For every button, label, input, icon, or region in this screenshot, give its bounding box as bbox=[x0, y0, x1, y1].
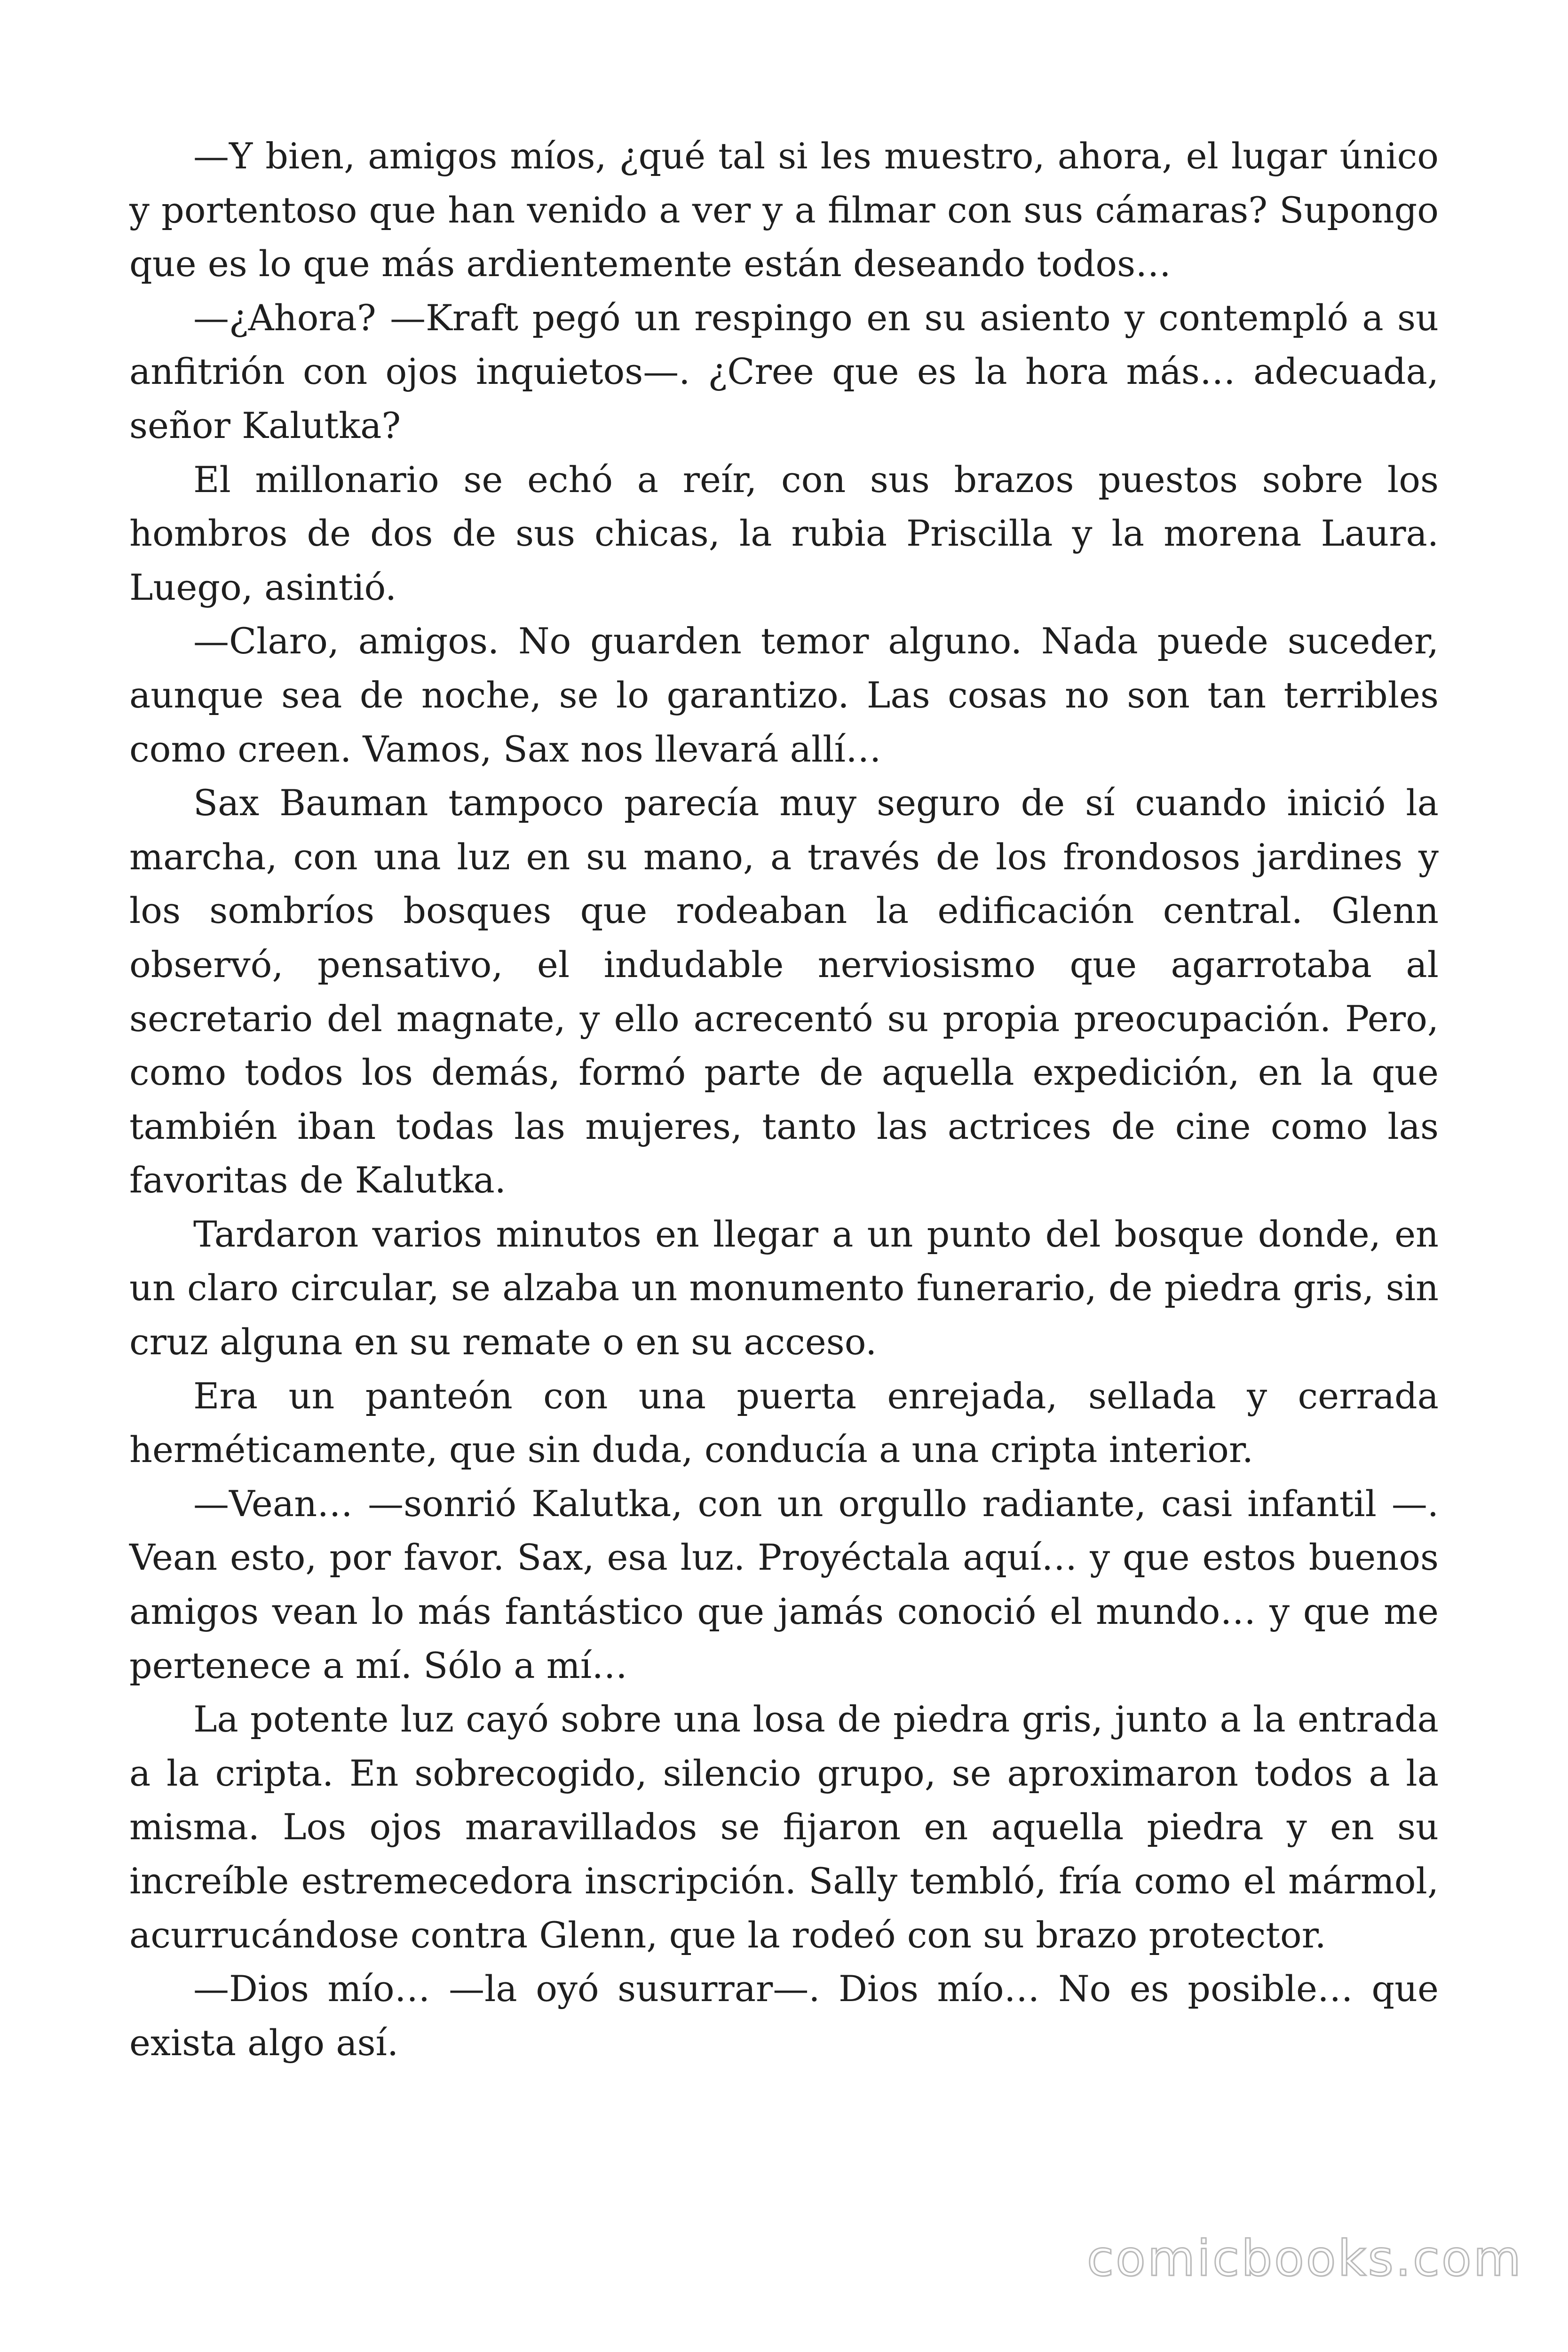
paragraph: Sax Bauman tampoco parecía muy seguro de sí cuando inició la marcha, con una luz en su mano, a través de los frondosos jardines y los sombríos bosques que rodeaban la edificación central. Glenn observó, pensativo, el indudable nerviosismo que agarrotaba al secretario del magnate, y ello acrecentó su propia preocupación. Pero, como todos los demás, formó parte de aquella expedición, en la que también iban todas las mujeres, tanto las actrices de cine como las favoritas de Kalutka. bbox=[129, 782, 1439, 1201]
paragraph: —Claro, amigos. No guarden temor alguno. Nada puede suceder, aunque sea de noche, se lo garantizo. Las cosas no son tan terribles como creen. Vamos, Sax nos llevará allí… bbox=[129, 620, 1439, 770]
paragraph: Tardaron varios minutos en llegar a un punto del bosque donde, en un claro circular, se alzaba un monumento funerario, de piedra gris, sin cruz alguna en su remate o en su acceso. bbox=[129, 1213, 1439, 1363]
paragraph: —¿Ahora? —Kraft pegó un respingo en su asiento y contempló a su anfitrión con ojos inquietos—. ¿Cree que es la hora más… adecuada, señor Kalutka? bbox=[129, 296, 1439, 446]
paragraph: La potente luz cayó sobre una losa de piedra gris, junto a la entrada a la cripta. En sobrecogido, silencio grupo, se aproximaron todos a la misma. Los ojos maravillados se fijaron en aquella piedra y en su increíble estremecedora inscripción. Sally tembló, fría como el mármol, acurrucándose contra Glenn, que la rodeó con su brazo protector. bbox=[129, 1698, 1439, 1956]
paragraph: El millonario se echó a reír, con sus brazos puestos sobre los hombros de dos de sus chicas, la rubia Priscilla y la morena Laura. Luego, asintió. bbox=[129, 458, 1439, 608]
watermark: comicbooks.com bbox=[1086, 2230, 1523, 2287]
paragraph: —Y bien, amigos míos, ¿qué tal si les muestro, ahora, el lugar único y portentoso que han venido a ver y a filmar con sus cámaras? Supongo que es lo que más ardientemente están deseando todos… bbox=[129, 135, 1439, 285]
paragraph: Era un panteón con una puerta enrejada, sellada y cerrada herméticamente, que sin duda, conducía a una cripta interior. bbox=[129, 1375, 1439, 1471]
paragraph: —Dios mío… —la oyó susurrar—. Dios mío… No es posible… que exista algo así. bbox=[129, 1968, 1439, 2064]
paragraph: —Vean… —sonrió Kalutka, con un orgullo radiante, casi infantil —. Vean esto, por favor. Sax, esa luz. Proyéctala aquí… y que estos buenos amigos vean lo más fantástico que jamás conoció el mundo… y que me pertenece a mí. Sólo a mí… bbox=[129, 1482, 1439, 1686]
page-body bbox=[129, 129, 1439, 2070]
